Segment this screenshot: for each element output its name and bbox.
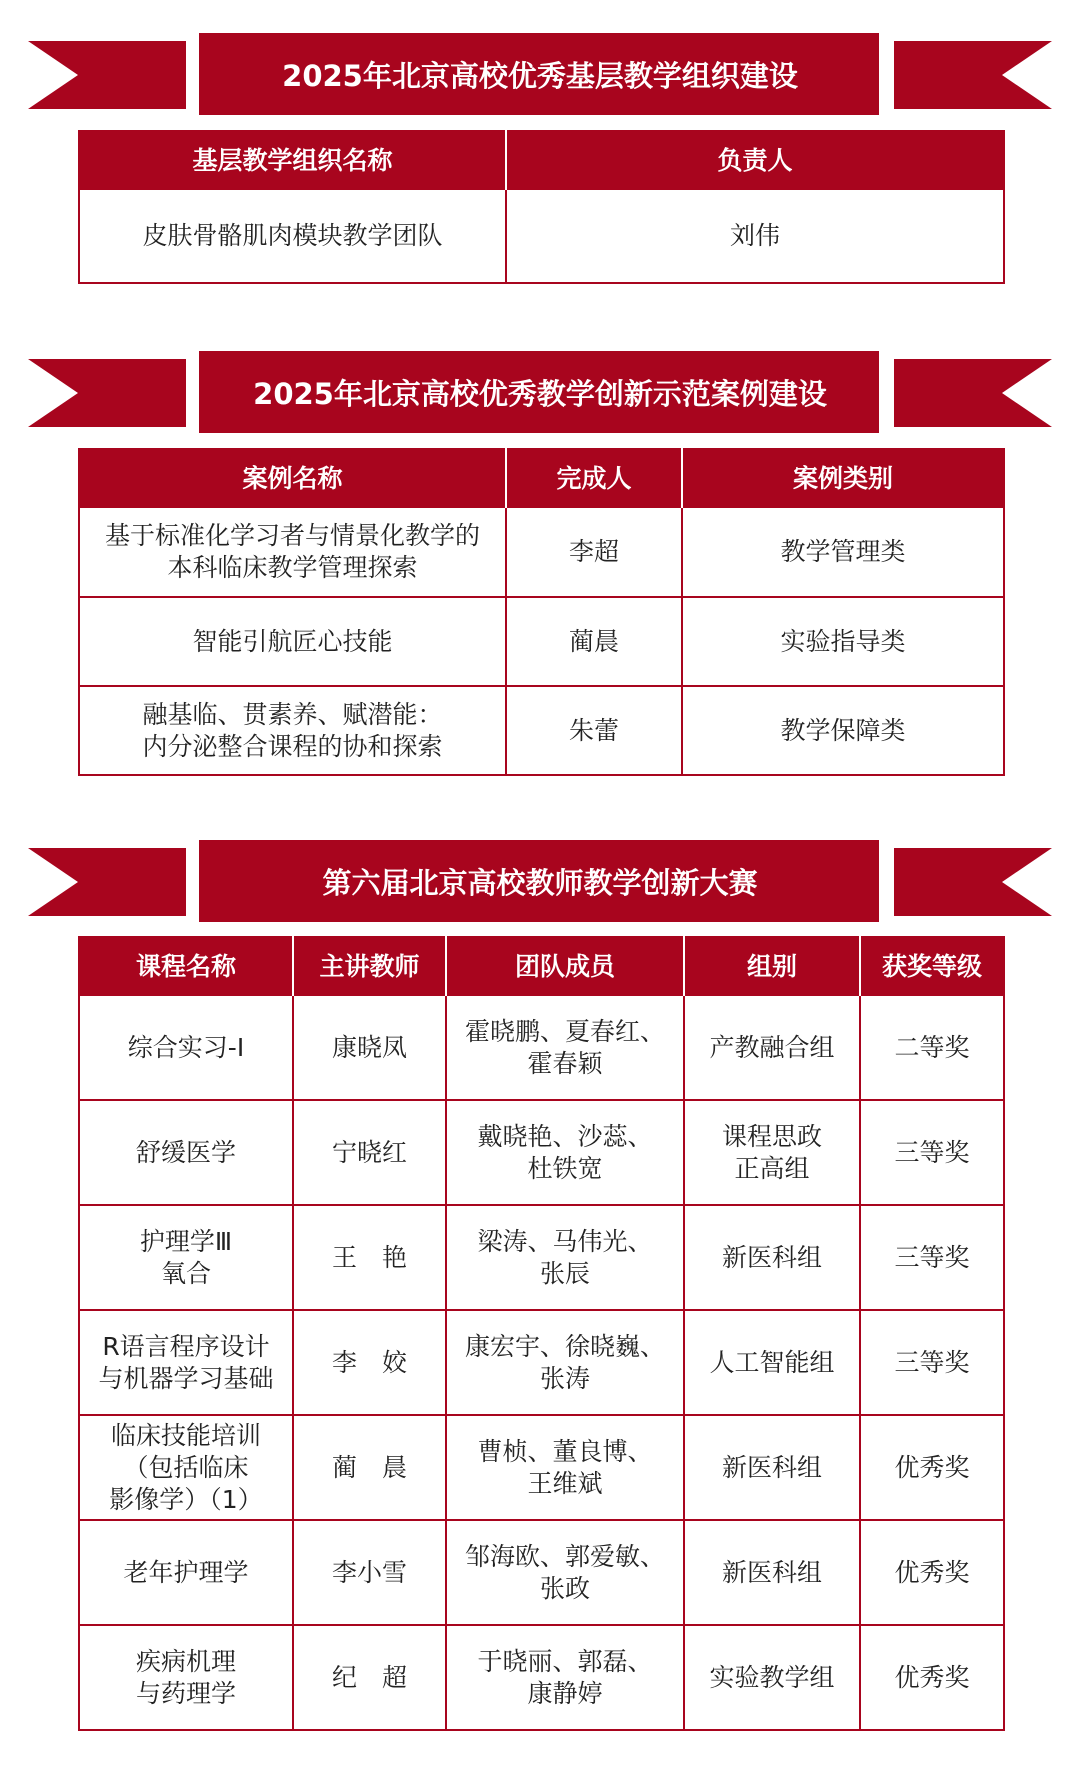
- table-cell: 人工智能组: [684, 1310, 860, 1415]
- column-header: 获奖等级: [860, 936, 1004, 995]
- table-row: [79, 1100, 1004, 1205]
- table-header-row: [79, 448, 1004, 507]
- column-header: 组别: [684, 936, 860, 995]
- column-header: 团队成员: [446, 936, 684, 995]
- table-cell: 二等奖: [860, 995, 1004, 1100]
- table-cell: 三等奖: [860, 1205, 1004, 1310]
- table-cell: 纪 超: [293, 1625, 446, 1730]
- table-cell: 新医科组: [684, 1520, 860, 1625]
- table-row: [79, 507, 1004, 597]
- table-row: [79, 1415, 1004, 1520]
- section1-table: [78, 130, 1005, 284]
- table-header-row: [79, 130, 1004, 189]
- section1-banner: [0, 33, 1080, 115]
- table-cell: 优秀奖: [860, 1625, 1004, 1730]
- column-header: 负责人: [506, 130, 1004, 189]
- table-row: [79, 1310, 1004, 1415]
- table-cell: 新医科组: [684, 1415, 860, 1520]
- section3-title: 第六届北京高校教师教学创新大赛: [322, 865, 758, 900]
- table-cell: 疾病机理 与药理学: [79, 1625, 293, 1730]
- table-row: [79, 1520, 1004, 1625]
- table-cell: 邹海欧、郭爱敏、 张政: [446, 1520, 684, 1625]
- table-cell: 教学管理类: [682, 507, 1004, 597]
- table-cell: 李小雪: [293, 1520, 446, 1625]
- section1-title: 2025年北京高校优秀基层教学组织建设: [282, 58, 798, 93]
- table-cell: 实验指导类: [682, 597, 1004, 686]
- section2-table: [78, 448, 1005, 776]
- table-cell: 霍晓鹏、夏春红、 霍春颖: [446, 995, 684, 1100]
- table-cell: 王 艳: [293, 1205, 446, 1310]
- column-header: 主讲教师: [293, 936, 446, 995]
- table-cell: 宁晓红: [293, 1100, 446, 1205]
- table-cell: 李 姣: [293, 1310, 446, 1415]
- table-cell: 戴晓艳、沙蕊、 杜铁宽: [446, 1100, 684, 1205]
- table-cell: 蔺 晨: [293, 1415, 446, 1520]
- table-cell: 临床技能培训 （包括临床 影像学）（1）: [79, 1415, 293, 1520]
- table-cell: 康宏宇、徐晓巍、 张涛: [446, 1310, 684, 1415]
- table-row: [79, 686, 1004, 775]
- table-cell: 基于标准化学习者与情景化教学的 本科临床教学管理探索: [79, 507, 506, 597]
- table-cell: 老年护理学: [79, 1520, 293, 1625]
- table-row: [79, 1625, 1004, 1730]
- section2-banner: [0, 351, 1080, 433]
- section3-banner: [0, 840, 1080, 922]
- table-cell: 蔺晨: [506, 597, 682, 686]
- table-cell: 课程思政 正高组: [684, 1100, 860, 1205]
- table-cell: 朱蕾: [506, 686, 682, 775]
- table-cell: 综合实习-Ⅰ: [79, 995, 293, 1100]
- table-cell: 梁涛、马伟光、 张辰: [446, 1205, 684, 1310]
- table-cell: 三等奖: [860, 1310, 1004, 1415]
- table-cell: 智能引航匠心技能: [79, 597, 506, 686]
- table-cell: 护理学Ⅲ 氧合: [79, 1205, 293, 1310]
- column-header: 基层教学组织名称: [79, 130, 506, 189]
- table-cell: 舒缓医学: [79, 1100, 293, 1205]
- section3-table: [78, 936, 1005, 1731]
- section2-title: 2025年北京高校优秀教学创新示范案例建设: [253, 376, 827, 411]
- table-row: [79, 597, 1004, 686]
- column-header: 课程名称: [79, 936, 293, 995]
- column-header: 案例名称: [79, 448, 506, 507]
- table-header-row: [79, 936, 1004, 995]
- table-cell: 优秀奖: [860, 1415, 1004, 1520]
- table-cell: 新医科组: [684, 1205, 860, 1310]
- table-cell: 产教融合组: [684, 995, 860, 1100]
- table-cell: 融基临、贯素养、赋潜能： 内分泌整合课程的协和探索: [79, 686, 506, 775]
- table-cell: 皮肤骨骼肌肉模块教学团队: [79, 189, 506, 283]
- table-cell: 教学保障类: [682, 686, 1004, 775]
- table-cell: 实验教学组: [684, 1625, 860, 1730]
- table-row: [79, 189, 1004, 283]
- table-row: [79, 995, 1004, 1100]
- table-cell: 优秀奖: [860, 1520, 1004, 1625]
- table-cell: 于晓丽、郭磊、 康静婷: [446, 1625, 684, 1730]
- table-cell: 康晓凤: [293, 995, 446, 1100]
- table-cell: 曹桢、董良博、 王维斌: [446, 1415, 684, 1520]
- table-row: [79, 1205, 1004, 1310]
- table-cell: 李超: [506, 507, 682, 597]
- table-cell: R语言程序设计 与机器学习基础: [79, 1310, 293, 1415]
- column-header: 案例类别: [682, 448, 1004, 507]
- table-cell: 三等奖: [860, 1100, 1004, 1205]
- table-cell: 刘伟: [506, 189, 1004, 283]
- column-header: 完成人: [506, 448, 682, 507]
